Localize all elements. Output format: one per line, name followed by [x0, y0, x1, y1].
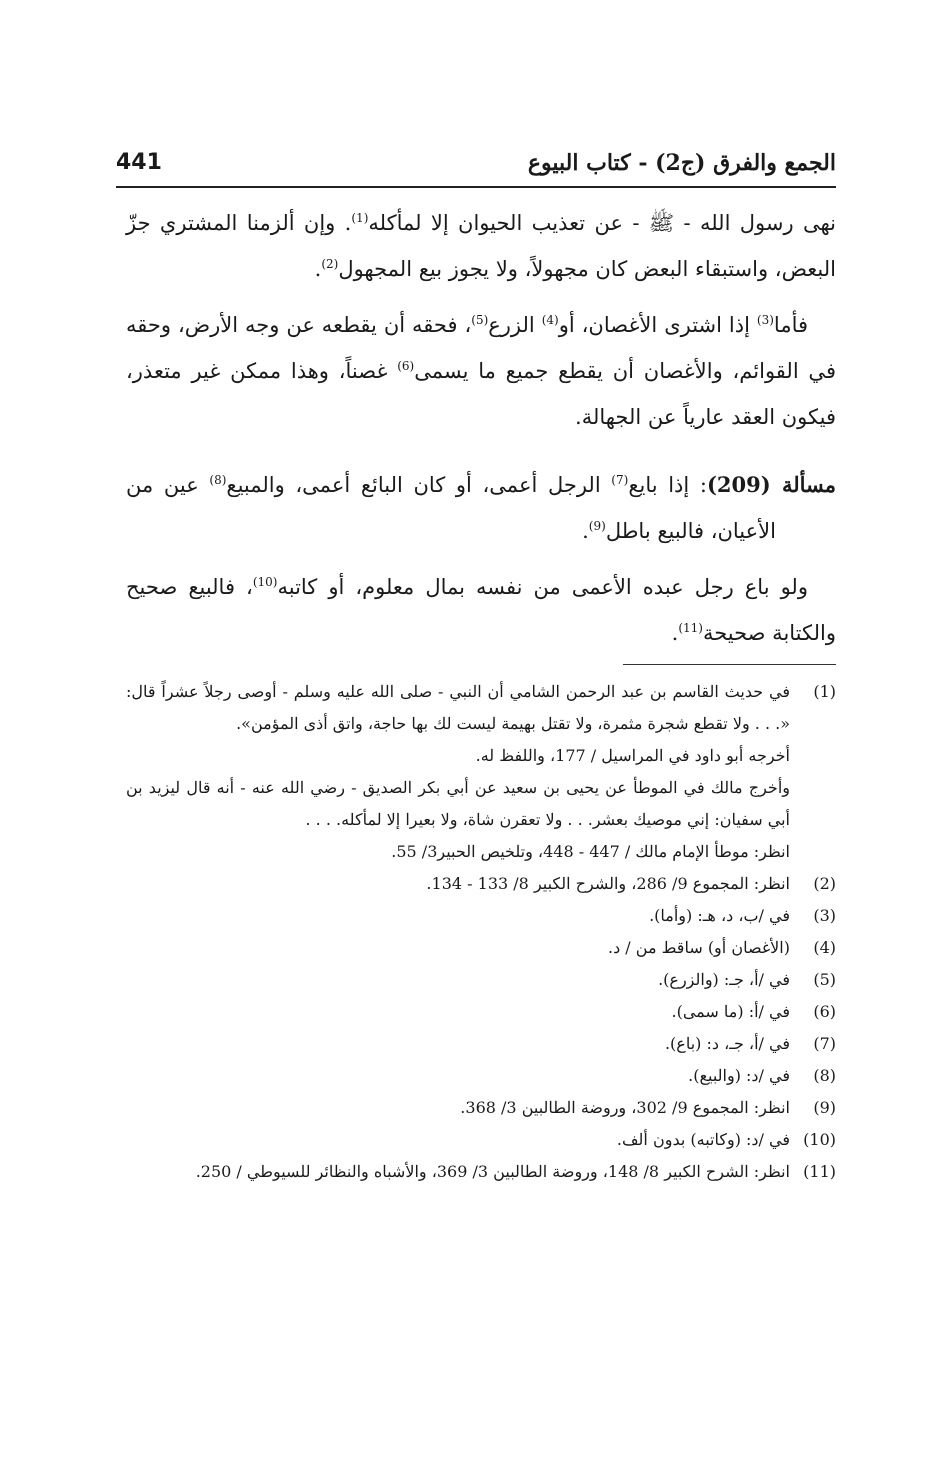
footnote-7	[126, 1028, 836, 1060]
page-header	[116, 146, 836, 186]
footnote-number: (2)	[813, 874, 836, 893]
footnote-line: في /أ: (ما سمى).	[671, 1002, 790, 1021]
footnote-6	[126, 996, 836, 1028]
footnote-9	[126, 1092, 836, 1124]
paragraph-2: فأما$^{(3)}$ إذا اشترى الأغصان، أو$^{(4)}$ الزرع$^{(5)}$، فحقه أن يقطعه عن وجه الأرض، وحقه في القوائم، والأغصان أن يقطع جميع ما يسمى$^{(6)}$ غصناً، وهذا ممكن غير متعذر، فيكون العقد عارياً عن الجهالة.	[126, 313, 836, 429]
footnote-ref-3: (3)	[756, 313, 774, 327]
page-number: 441	[116, 150, 162, 175]
footnote-ref-6: (6)	[397, 359, 415, 373]
footnote-line: أخرجه أبو داود في المراسيل / 177، واللفظ له.	[475, 746, 790, 765]
masala-heading: مسألة (209)	[706, 472, 836, 497]
footnote-line: وأخرج مالك في الموطأ عن يحيى بن سعيد عن أبي بكر الصديق - رضي الله عنه - أنه قال ليزيد بن أبي سفيان: إني موصيك بعشر. . . ولا تعقرن شاة، ولا بعيرا إلا لمأكله. . . .	[126, 778, 790, 829]
footnote-11	[126, 1156, 836, 1188]
footnote-line: في /ب، د، هـ: (وأما).	[649, 906, 790, 925]
footnote-ref-8: (8)	[209, 473, 227, 487]
footnote-number: (6)	[813, 1002, 836, 1021]
footnote-line: في /أ، جـ: (والزرع).	[658, 970, 790, 989]
footnote-line: انظر: المجموع 9/ 302، وروضة الطالبين 3/ 368.	[460, 1098, 790, 1117]
running-title: الجمع والفرق (ج2) - كتاب البيوع	[527, 150, 836, 176]
footnote-1	[126, 676, 836, 868]
footnote-ref-4: (4)	[541, 313, 559, 327]
footnote-line: في /أ، جـ، د: (باع).	[664, 1034, 790, 1053]
footnote-ref-10: (10)	[252, 575, 278, 589]
footnote-ref-1: (1)	[351, 211, 369, 225]
paragraph-1: نهى رسول الله - ﷺ - عن تعذيب الحيوان إلا لمأكله$^{(1)}$. وإن ألزمنا المشتري جزّ البعض، واستبقاء البعض كان مجهولاً، ولا يجوز بيع المجهول$^{(2)}$.	[126, 211, 837, 281]
footnote-5	[126, 964, 836, 996]
footnote-number: (8)	[813, 1066, 836, 1085]
footnotes	[126, 676, 836, 1188]
footnote-number: (5)	[813, 970, 836, 989]
footnote-number: (4)	[813, 938, 836, 957]
footnote-ref-9: (9)	[588, 519, 606, 533]
footnote-number: (3)	[813, 906, 836, 925]
footnote-number: (9)	[813, 1098, 836, 1117]
footnote-3	[126, 900, 836, 932]
footnote-number: (10)	[803, 1130, 836, 1149]
footnote-ref-2: (2)	[321, 257, 339, 271]
header-divider	[116, 186, 836, 188]
footnote-number: (1)	[813, 682, 836, 701]
footnote-number: (11)	[803, 1162, 836, 1181]
masala-paragraph: مسألة (209): إذا بايع$^{(7)}$ الرجل أعمى، أو كان البائع أعمى، والمبيع$^{(8)}$ عين من الأعيان، فالبيع باطل$^{(9)}$.	[126, 472, 836, 543]
footnote-line: (الأغصان أو) ساقط من / د.	[608, 938, 790, 957]
main-text	[126, 200, 836, 656]
footnote-ref-7: (7)	[611, 473, 629, 487]
footnote-line: انظر: موطأ الإمام مالك / 447 - 448، وتلخيص الحبير3/ 55.	[391, 842, 790, 861]
footnote-10	[126, 1124, 836, 1156]
footnote-number: (7)	[813, 1034, 836, 1053]
footnote-ref-5: (5)	[471, 313, 489, 327]
footnote-ref-11: (11)	[678, 621, 703, 635]
footnote-separator	[623, 664, 836, 665]
footnote-8	[126, 1060, 836, 1092]
footnote-line: في حديث القاسم بن عبد الرحمن الشامي أن النبي - صلى الله عليه وسلم - أوصى رجلاً عشراً قال: «. . . ولا تقطع شجرة مثمرة، ولا تقتل بهيمة ليست لك بها حاجة، واتق أذى المؤمن».	[126, 682, 791, 733]
paragraph-4: ولو باع رجل عبده الأعمى من نفسه بمال معلوم، أو كاتبه$^{(10)}$، فالبيع صحيح والكتابة صحيحة$^{(11)}$.	[126, 575, 836, 645]
footnote-4	[126, 932, 836, 964]
footnote-line: انظر: الشرح الكبير 8/ 148، وروضة الطالبين 3/ 369، والأشباه والنظائر للسيوطي / 250.	[195, 1162, 790, 1181]
footnote-line: في /د: (والبيع).	[688, 1066, 790, 1085]
footnote-line: في /د: (وكاتبه) بدون ألف.	[616, 1130, 790, 1149]
footnote-2	[126, 868, 836, 900]
footnote-line: انظر: المجموع 9/ 286، والشرح الكبير 8/ 133 - 134.	[426, 874, 790, 893]
